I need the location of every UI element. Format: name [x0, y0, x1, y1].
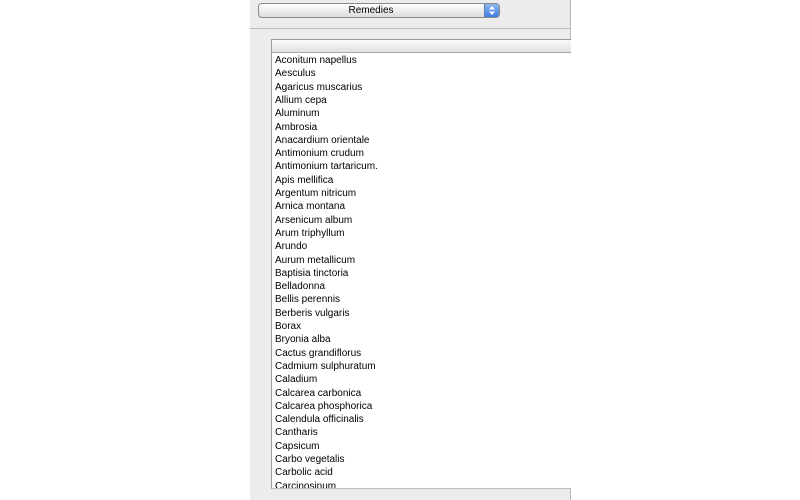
list-item[interactable]: Cantharis	[275, 427, 318, 439]
remedies-list[interactable]	[271, 39, 571, 489]
list-item[interactable]: Aurum metallicum	[275, 254, 356, 266]
list-item[interactable]: Belladonna	[275, 281, 326, 293]
list-item[interactable]: Bellis perennis	[275, 294, 341, 306]
list-item[interactable]: Baptisia tinctoria	[275, 267, 349, 279]
list-item[interactable]: Aconitum napellus	[275, 55, 357, 66]
remedies-panel	[250, 0, 571, 500]
list-item[interactable]: Apis mellifica	[275, 174, 334, 186]
up-down-arrows-icon	[484, 4, 499, 17]
list-item[interactable]: Anacardium orientale	[275, 134, 370, 146]
remedies-list-body	[272, 53, 571, 488]
category-popup-label: Remedies	[348, 5, 394, 16]
list-item[interactable]: Argentum nitricum	[275, 188, 357, 199]
list-item[interactable]: Arsenicum album	[275, 214, 353, 226]
list-item[interactable]: Calcarea carbonica	[275, 387, 362, 399]
list-item[interactable]: Caladium	[275, 374, 318, 386]
list-column-header[interactable]	[272, 40, 571, 53]
list-item[interactable]: Antimonium crudum	[275, 148, 364, 160]
separator-line	[250, 28, 570, 29]
list-item[interactable]: Agaricus muscarius	[275, 81, 363, 93]
list-item[interactable]: Cactus grandiflorus	[275, 347, 362, 359]
list-item[interactable]: Borax	[275, 321, 302, 332]
list-item[interactable]: Calendula officinalis	[275, 414, 364, 426]
list-item[interactable]: Carbo vegetalis	[275, 454, 345, 465]
list-item[interactable]: Carbolic acid	[275, 467, 333, 479]
list-item[interactable]: Carcinosinum	[275, 480, 337, 488]
list-item[interactable]: Aluminum	[275, 108, 320, 120]
list-item[interactable]: Capsicum	[275, 440, 320, 452]
list-item[interactable]: Cadmium sulphuratum	[275, 360, 376, 372]
list-item[interactable]: Aesculus	[275, 68, 316, 80]
list-item[interactable]: Bryonia alba	[275, 334, 331, 346]
list-item[interactable]: Calcarea phosphorica	[275, 400, 373, 412]
list-item[interactable]: Antimonium tartaricum.	[275, 161, 378, 173]
list-item[interactable]: Arundo	[275, 241, 308, 253]
list-item[interactable]: Arum triphyllum	[275, 227, 345, 239]
list-item[interactable]: Ambrosia	[275, 121, 318, 133]
list-item[interactable]: Allium cepa	[275, 94, 327, 106]
list-item[interactable]: Berberis vulgaris	[275, 307, 350, 319]
category-popup-button[interactable]	[258, 3, 500, 18]
list-item[interactable]: Arnica montana	[275, 201, 346, 213]
